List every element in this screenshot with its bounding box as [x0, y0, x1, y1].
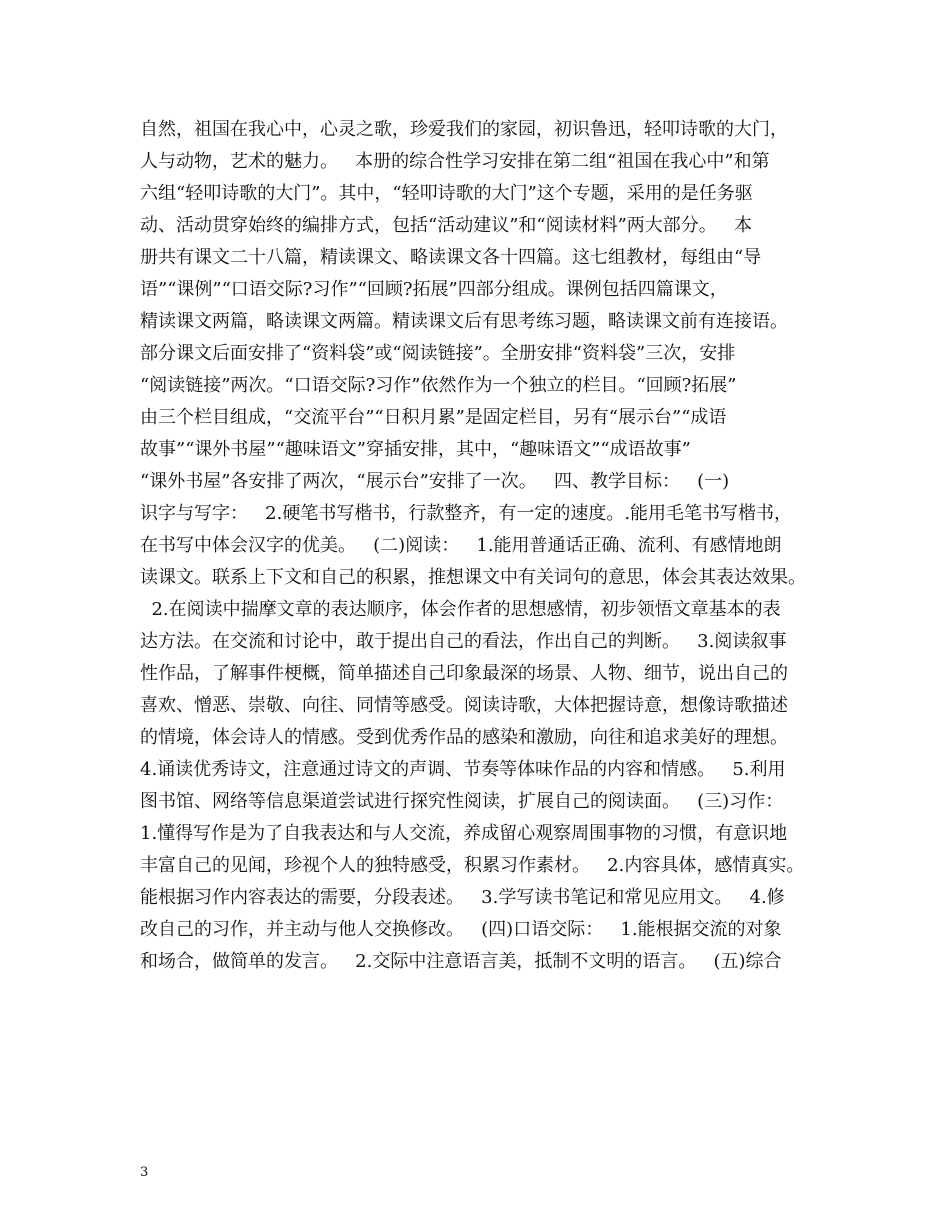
- text-line: 达方法。在交流和讨论中，敢于提出自己的看法，作出自己的判断。 3.阅读叙事: [140, 631, 787, 652]
- text-line: 六组“轻叩诗歌的大门”。其中，“轻叩诗歌的大门”这个专题，采用的是任务驱: [140, 183, 753, 204]
- page-number: 3: [140, 1165, 149, 1180]
- text-line: 能根据习作内容表达的需要，分段表述。 3.学写读书笔记和常见应用文。 4.修: [140, 887, 785, 908]
- text-line: 读课文。联系上下文和自己的积累，推想课文中有关词句的意思，体会其表达效果。: [140, 567, 806, 588]
- text-line: 和场合，做简单的发言。 2.交际中注意语言美，抵制不文明的语言。 (五)综合: [140, 951, 782, 972]
- text-line: 精读课文两篇，略读课文两篇。精读课文后有思考练习题，略读课文前有连接语。: [140, 311, 788, 332]
- text-line: “课外书屋”各安排了两次，“展示台”安排了一次。 四、教学目标： (一): [140, 471, 730, 492]
- text-line: 1.懂得写作是为了自我表达和与人交流，养成留心观察周围事物的习惯，有意识地: [140, 823, 788, 844]
- text-line: 4.诵读优秀诗文，注意通过诗文的声调、节奏等体味作品的内容和情感。 5.利用: [140, 759, 786, 780]
- text-line: 的情境，体会诗人的情感。受到优秀作品的感染和激励，向往和追求美好的理想。: [140, 727, 788, 748]
- text-line: 人与动物，艺术的魅力。 本册的综合性学习安排在第二组“祖国在我心中”和第: [140, 151, 770, 172]
- text-line: 由三个栏目组成，“交流平台”“日积月累”是固定栏目，另有“展示台”“成语: [140, 407, 727, 428]
- text-line: 动、活动贯穿始终的编排方式，包括“活动建议”和“阅读材料”两大部分。 本: [140, 215, 752, 236]
- text-line: 喜欢、憎恶、崇敬、向往、同情等感受。阅读诗歌，大体把握诗意，想像诗歌描述: [140, 695, 788, 716]
- text-line: 部分课文后面安排了“资料袋”或“阅读链接”。全册安排“资料袋”三次，安排: [140, 343, 736, 364]
- text-line: 改自己的习作，并主动与他人交换修改。 (四)口语交际： 1.能根据交流的对象: [140, 919, 782, 940]
- text-line: 故事”“课外书屋”“趣味语文”穿插安排，其中，“趣味语文”“成语故事”: [140, 439, 691, 460]
- text-line: “阅读链接”两次。“口语交际?习作”依然作为一个独立的栏目。“回顾?拓展”: [140, 375, 737, 396]
- text-line: 图书馆、网络等信息渠道尝试进行探究性阅读，扩展自己的阅读面。 (三)习作：: [140, 791, 784, 812]
- text-line: 丰富自己的见闻，珍视个人的独特感受，积累习作素材。 2.内容具体，感情真实。: [140, 855, 805, 876]
- text-line: 册共有课文二十八篇，精读课文、略读课文各十四篇。这七组教材，每组由“导: [140, 247, 762, 268]
- text-line: 性作品，了解事件梗概，简单描述自己印象最深的场景、人物、细节，说出自己的: [140, 663, 788, 684]
- text-line: 在书写中体会汉字的优美。 (二)阅读： 1.能用普通话正确、流利、有感情地朗: [140, 535, 782, 556]
- body-text: [140, 114, 816, 978]
- text-line: 语”“课例”“口语交际?习作”“回顾?拓展”四部分组成。课例包括四篇课文，: [140, 279, 728, 300]
- text-line: 识字与写字： 2.硬笔书写楷书，行款整齐，有一定的速度。.能用毛笔书写楷书，: [140, 503, 793, 524]
- text-line: 自然，祖国在我心中，心灵之歌，珍爱我们的家园，初识鲁迅，轻叩诗歌的大门，: [140, 119, 788, 140]
- text-line: 2.在阅读中揣摩文章的表达顺序，体会作者的思想感情，初步领悟文章基本的表: [140, 599, 781, 620]
